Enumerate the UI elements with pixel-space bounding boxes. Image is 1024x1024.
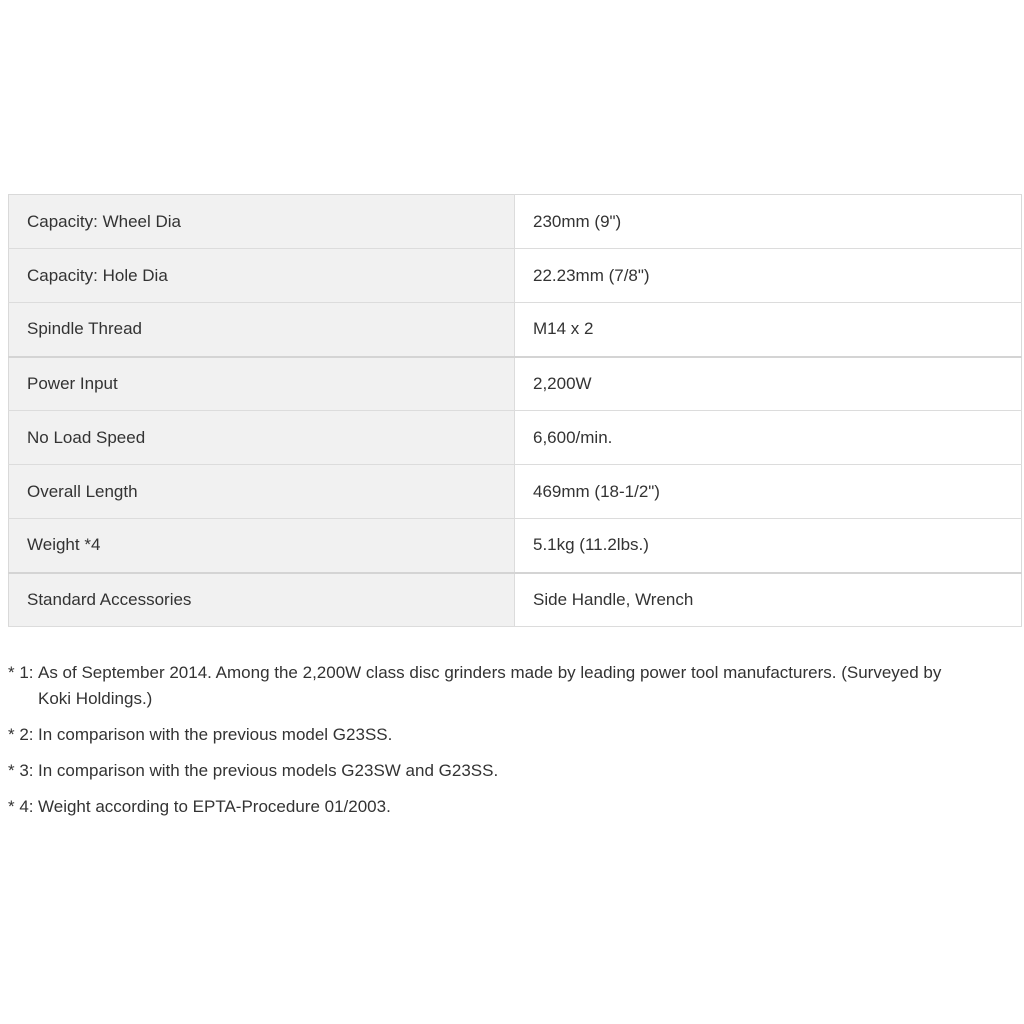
spec-row-no-load-speed	[9, 411, 1022, 465]
spec-value: 469mm (18-1/2")	[515, 465, 1022, 519]
spec-value: 22.23mm (7/8")	[515, 249, 1022, 303]
spec-row-weight	[9, 519, 1022, 573]
footnotes	[8, 660, 968, 830]
spec-row-overall-length	[9, 465, 1022, 519]
spec-row-power-input	[9, 357, 1022, 411]
footnote-4	[8, 794, 968, 820]
spec-value: 5.1kg (11.2lbs.)	[515, 519, 1022, 573]
footnote-text: As of September 2014. Among the 2,200W class disc grinders made by leading power tool manufacturers. (Surveyed by Koki Holdings.)	[38, 663, 942, 708]
footnote-2	[8, 722, 968, 748]
spec-value: 2,200W	[515, 357, 1022, 411]
spec-value: Side Handle, Wrench	[515, 573, 1022, 627]
spec-label: Standard Accessories	[9, 573, 515, 627]
spec-value: 230mm (9")	[515, 195, 1022, 249]
footnote-mark: * 2:	[8, 725, 34, 744]
spec-value: M14 x 2	[515, 303, 1022, 357]
footnote-mark: * 3:	[8, 761, 34, 780]
footnote-text: Weight according to EPTA-Procedure 01/2003.	[38, 797, 391, 816]
specifications-table	[8, 194, 1022, 627]
footnote-3	[8, 758, 968, 784]
footnote-text: In comparison with the previous model G23SS.	[38, 725, 393, 744]
spec-label: No Load Speed	[9, 411, 515, 465]
spec-label: Overall Length	[9, 465, 515, 519]
spec-label: Spindle Thread	[9, 303, 515, 357]
spec-label: Weight *4	[9, 519, 515, 573]
spec-label: Capacity: Wheel Dia	[9, 195, 515, 249]
spec-label: Power Input	[9, 357, 515, 411]
spec-row-hole-dia	[9, 249, 1022, 303]
footnote-mark: * 1:	[8, 663, 34, 682]
spec-value: 6,600/min.	[515, 411, 1022, 465]
spec-row-wheel-dia	[9, 195, 1022, 249]
footnote-mark: * 4:	[8, 797, 34, 816]
footnote-1	[8, 660, 968, 712]
spec-row-spindle-thread	[9, 303, 1022, 357]
spec-row-standard-accessories	[9, 573, 1022, 627]
footnote-text: In comparison with the previous models G23SW and G23SS.	[38, 761, 499, 780]
spec-label: Capacity: Hole Dia	[9, 249, 515, 303]
